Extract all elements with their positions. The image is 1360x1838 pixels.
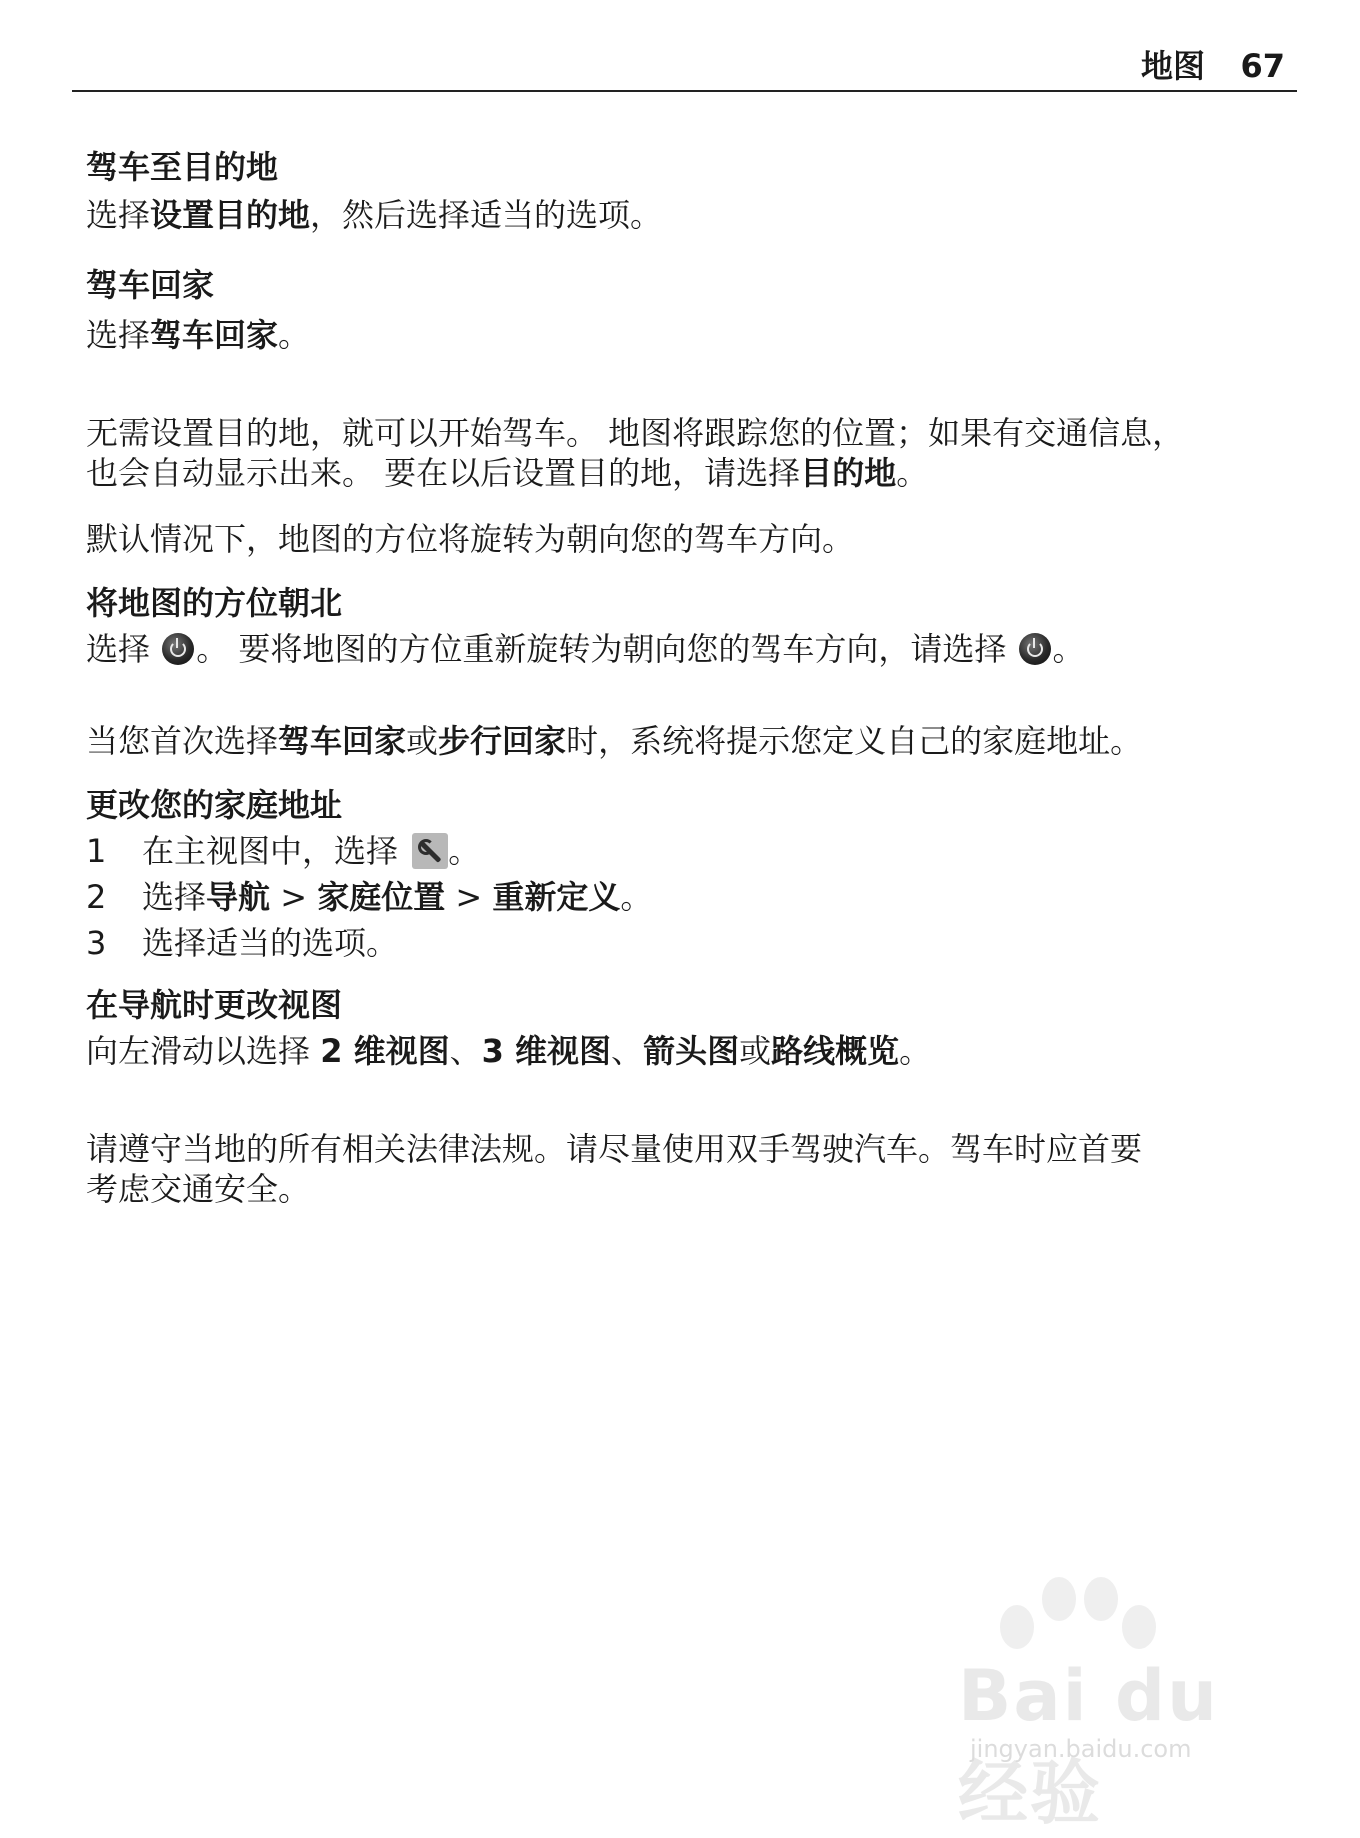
text: 或 bbox=[406, 722, 439, 760]
para-free-drive-line2 bbox=[86, 453, 1286, 493]
para-first-time bbox=[86, 721, 1286, 761]
option-2d-view: 2 维视图 bbox=[320, 1032, 450, 1070]
option-navigation: 导航 bbox=[206, 878, 271, 916]
chapter-title: 地图 bbox=[1140, 47, 1205, 85]
text: 当您首次选择 bbox=[86, 722, 279, 760]
para-drive-home bbox=[86, 315, 1286, 355]
text: ，然后选择适当的选项。 bbox=[310, 196, 663, 234]
text: 。 bbox=[278, 316, 311, 354]
option-drive-home: 驾车回家 bbox=[150, 316, 279, 354]
compass-icon bbox=[1019, 633, 1051, 665]
text: 。 bbox=[1052, 630, 1085, 668]
text: 。 bbox=[896, 454, 929, 492]
page-number: 67 bbox=[1240, 47, 1285, 85]
step-number: 3 bbox=[86, 924, 107, 962]
step-3 bbox=[86, 923, 1286, 963]
option-drive-home: 驾车回家 bbox=[278, 722, 407, 760]
step-2 bbox=[86, 877, 1286, 917]
text: 或 bbox=[739, 1032, 772, 1070]
step-number: 2 bbox=[86, 878, 107, 916]
watermark-logo: Bai du 经验 bbox=[958, 1655, 1219, 1834]
main-content bbox=[86, 147, 1286, 1209]
para-law-line2: 考虑交通安全。 bbox=[86, 1170, 311, 1208]
text: 。 要将地图的方位重新旋转为朝向您的驾车方向，请选择 bbox=[196, 630, 1017, 668]
text: 向左滑动以选择 bbox=[86, 1032, 321, 1070]
text: 也会自动显示出来。 要在以后设置目的地，请选择 bbox=[86, 454, 801, 492]
paw-toe bbox=[1084, 1577, 1118, 1621]
text: 选择适当的选项。 bbox=[142, 924, 399, 962]
option-home-location: 家庭位置 bbox=[317, 878, 446, 916]
step-number: 1 bbox=[86, 832, 107, 870]
watermark-site: jingyan.baidu.com bbox=[970, 1735, 1192, 1763]
option-3d-view: 3 维视图 bbox=[481, 1032, 612, 1070]
para-default-orientation: 默认情况下，地图的方位将旋转为朝向您的驾车方向。 bbox=[86, 520, 855, 558]
paw-toe bbox=[1000, 1605, 1034, 1649]
text: 选择 bbox=[86, 630, 161, 668]
option-redefine: 重新定义 bbox=[492, 878, 621, 916]
compass-icon bbox=[162, 633, 194, 665]
text: 选择 bbox=[86, 316, 151, 354]
heading-drive-to-destination: 驾车至目的地 bbox=[86, 148, 279, 186]
page-header bbox=[72, 44, 1297, 92]
option-walk-home: 步行回家 bbox=[438, 722, 567, 760]
option-route-overview: 路线概览 bbox=[771, 1032, 900, 1070]
baidu-watermark bbox=[950, 1565, 1270, 1834]
text: 选择 bbox=[86, 196, 151, 234]
separator: > bbox=[445, 878, 493, 916]
text: 。 bbox=[448, 832, 481, 870]
para-law-line1: 请遵守当地的所有相关法律法规。请尽量使用双手驾驶汽车。驾车时应首要 bbox=[86, 1130, 1143, 1168]
text: 。 bbox=[620, 878, 653, 916]
heading-change-view: 在导航时更改视图 bbox=[86, 986, 343, 1024]
text: 时，系统将提示您定义自己的家庭地址。 bbox=[566, 722, 1143, 760]
option-set-destination: 设置目的地 bbox=[150, 196, 311, 234]
step-1 bbox=[86, 831, 1286, 871]
text: 在主视图中，选择 bbox=[142, 832, 409, 870]
para-north-up bbox=[86, 629, 1286, 669]
heading-north-up: 将地图的方位朝北 bbox=[86, 584, 343, 622]
text: 、 bbox=[611, 1032, 644, 1070]
paw-toe bbox=[1122, 1605, 1156, 1649]
para-change-view bbox=[86, 1031, 1286, 1071]
separator: > bbox=[270, 878, 318, 916]
heading-change-home-address: 更改您的家庭地址 bbox=[86, 786, 343, 824]
paw-toe bbox=[1042, 1577, 1076, 1621]
para-drive-to-destination bbox=[86, 195, 1286, 235]
text: 。 bbox=[899, 1032, 932, 1070]
heading-drive-home: 驾车回家 bbox=[86, 266, 215, 304]
option-destination: 目的地 bbox=[800, 454, 897, 492]
text: 选择 bbox=[142, 878, 207, 916]
option-arrow-view: 箭头图 bbox=[643, 1032, 740, 1070]
para-free-drive-line1: 无需设置目的地，就可以开始驾车。 地图将跟踪您的位置；如果有交通信息， bbox=[86, 414, 1185, 452]
text: 、 bbox=[449, 1032, 482, 1070]
wrench-icon bbox=[412, 833, 448, 869]
